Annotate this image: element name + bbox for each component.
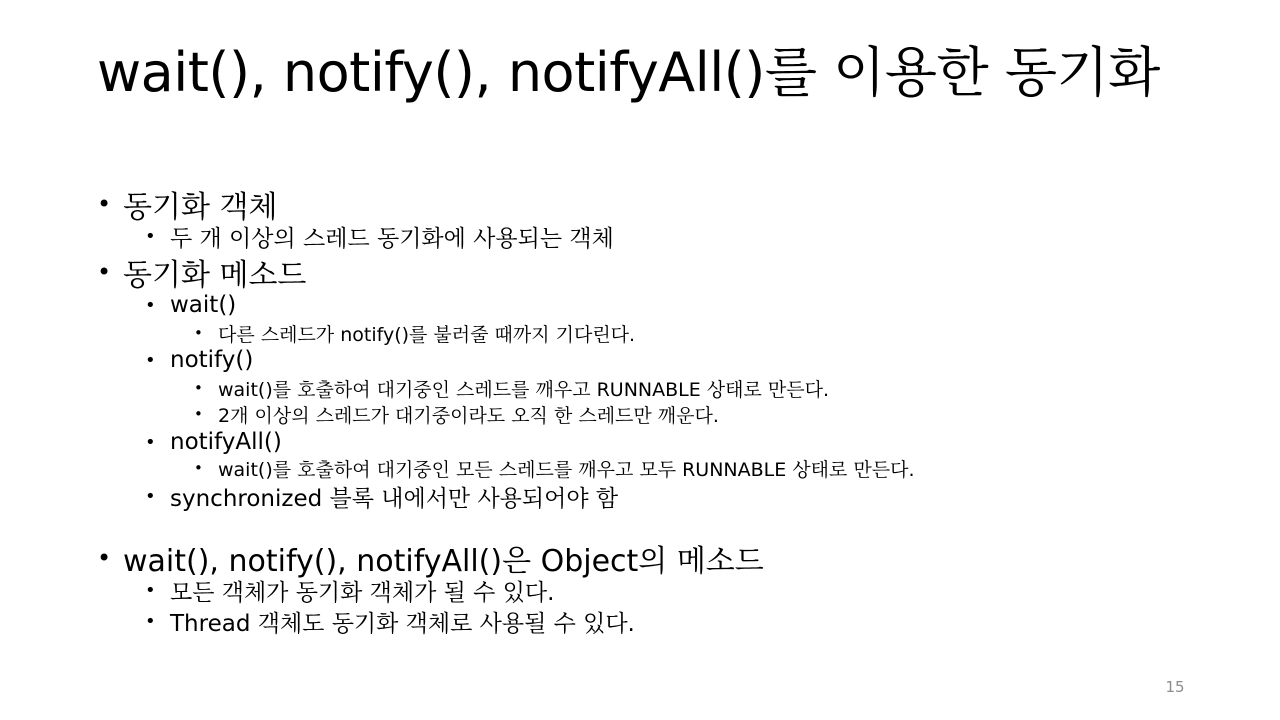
bullet-item (97, 186, 278, 225)
bullet-item (145, 222, 614, 250)
bullet-item (145, 346, 253, 374)
bullet-item (97, 540, 764, 579)
bullet-item (145, 482, 618, 510)
bullet-text: 2개 이상의 스레드가 대기중이라도 오직 한 스레드만 깨운다. (218, 404, 719, 427)
bullet-item (145, 576, 554, 604)
bullet-item (194, 321, 635, 345)
bullet-item (194, 402, 719, 426)
bullet-text: 다른 스레드가 notify()를 불러줄 때까지 기다린다. (218, 323, 636, 346)
bullet-dot-icon: • (194, 459, 203, 477)
bullet-dot-icon: • (145, 294, 156, 316)
slide-title: wait(), notify(), notifyAll()를 이용한 동기화 (97, 41, 1160, 104)
bullet-text: Thread 객체도 동기화 객체로 사용될 수 있다. (170, 610, 635, 637)
bullet-dot-icon: • (145, 349, 156, 371)
bullet-text: notifyAll() (170, 429, 282, 455)
bullet-dot-icon: • (194, 405, 203, 423)
bullet-dot-icon: • (97, 544, 112, 572)
bullet-item (194, 376, 829, 400)
bullet-item (145, 291, 236, 319)
bullet-dot-icon: • (194, 324, 203, 342)
bullet-dot-icon: • (97, 258, 112, 286)
bullet-dot-icon: • (145, 610, 156, 632)
bullet-text: 모든 객체가 동기화 객체가 될 수 있다. (170, 579, 555, 606)
bullet-text: wait(), notify(), notifyAll()은 Object의 메소드 (123, 544, 764, 579)
bullet-text: synchronized 블록 내에서만 사용되어야 함 (170, 485, 619, 512)
bullet-text: notify() (170, 347, 254, 373)
bullet-dot-icon: • (145, 225, 156, 247)
bullet-text: wait()를 호출하여 대기중인 모든 스레드를 깨우고 모두 RUNNABLE 상태로 만든다. (218, 458, 915, 481)
bullet-text: 동기화 메소드 (123, 258, 307, 293)
bullet-text: 동기화 객체 (123, 190, 278, 225)
bullet-item (194, 456, 915, 480)
bullet-text: wait() (170, 292, 237, 318)
bullet-text: 두 개 이상의 스레드 동기화에 사용되는 객체 (170, 225, 614, 252)
bullet-dot-icon: • (145, 579, 156, 601)
bullet-dot-icon: • (97, 190, 112, 218)
bullet-item (97, 254, 307, 293)
bullet-item (145, 428, 282, 456)
bullet-text: wait()를 호출하여 대기중인 스레드를 깨우고 RUNNABLE 상태로 만든다. (218, 378, 829, 401)
bullet-dot-icon: • (194, 379, 203, 397)
bullet-dot-icon: • (145, 485, 156, 507)
bullet-dot-icon: • (145, 431, 156, 453)
page-number: 15 (1165, 678, 1185, 696)
bullet-item (145, 607, 635, 635)
